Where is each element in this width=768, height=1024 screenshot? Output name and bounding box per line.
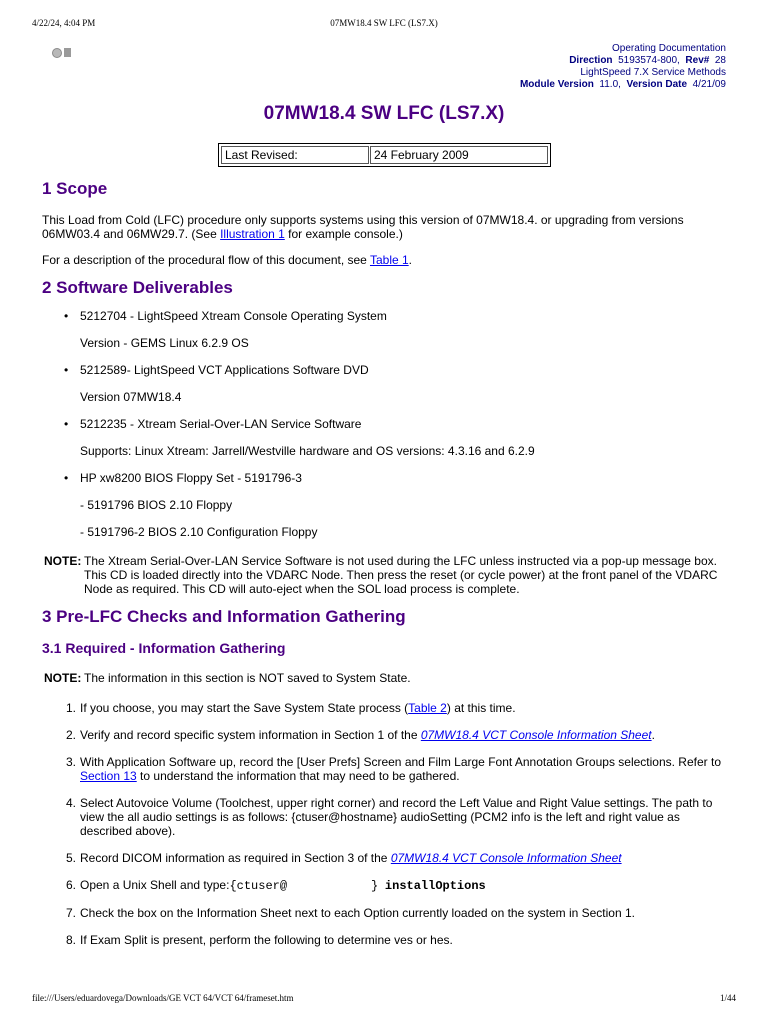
table-2-link[interactable]: Table 2 (408, 701, 447, 715)
shell-prompt: {ctuser@ (229, 879, 288, 893)
shell-command: installOptions (384, 879, 486, 893)
print-datetime: 4/22/24, 4:04 PM (32, 18, 96, 28)
list-item-detail: Version - GEMS Linux 6.2.9 OS (80, 336, 249, 350)
step-7: 7. Check the box on the Information Sheet next to each Option currently loaded on the system in Section 1. (66, 906, 635, 920)
revised-table (218, 143, 551, 167)
console-info-sheet-link[interactable]: 07MW18.4 VCT Console Information Sheet (390, 851, 622, 865)
revised-label: Last Revised: (221, 146, 369, 164)
section-prelfc-heading: 3 Pre-LFC Checks and Information Gathering (42, 607, 406, 626)
step-2: 2. Verify and record specific system information in Section 1 of the 07MW18.4 VCT Console Information Sheet. (66, 728, 655, 742)
scope-paragraph-1: This Load from Cold (LFC) procedure only supports systems using this version of 07MW18.4. or upgrading from versions 06MW03.4 and 06MW29.7. (See Illustration 1 for example console.) (42, 213, 684, 241)
subsection-info-gathering-heading: 3.1 Required - Information Gathering (42, 640, 286, 656)
list-item: • 5212235 - Xtream Serial-Over-LAN Service Software (42, 417, 732, 431)
doc-meta-direction: Direction 5193574-800, Rev# 28 (569, 55, 726, 66)
note-text: The Xtream Serial-Over-LAN Service Software is not used during the LFC unless instructed via a pop-up message box. This CD is loaded directly into the VDARC Node. Then press the reset (or cycle power) at the front panel of the VDARC Node as required. This CD will auto-eject when the SOL load process is complete. (84, 554, 718, 596)
step-6: 6. Open a Unix Shell and type:{ctuser@ } installOptions (66, 878, 486, 893)
info-gathering-steps (42, 701, 732, 947)
globe-icon[interactable] (52, 48, 62, 58)
bookmark-icon[interactable] (64, 48, 71, 57)
list-item: • HP xw8200 BIOS Floppy Set - 5191796-3 (42, 471, 732, 485)
document-body (42, 178, 732, 947)
note-text: The information in this section is NOT saved to System State. (84, 671, 411, 685)
list-item-detail: - 5191796-2 BIOS 2.10 Configuration Floppy (80, 525, 318, 539)
step-1: 1. If you choose, you may start the Save System State process (Table 2) at this time. (66, 701, 516, 715)
section-13-link[interactable]: Section 13 (80, 769, 137, 783)
print-header (0, 18, 768, 32)
list-item-detail: - 5191796 BIOS 2.10 Floppy (80, 498, 233, 512)
doc-meta-line3: LightSpeed 7.X Service Methods (580, 67, 726, 78)
deliverables-note (42, 554, 732, 596)
scope-paragraph-2: For a description of the procedural flow of this document, see Table 1. (42, 253, 413, 267)
deliverables-list (42, 309, 732, 539)
section-scope-heading: 1 Scope (42, 179, 108, 198)
toolbar-icons (52, 44, 71, 56)
section-deliverables-heading: 2 Software Deliverables (42, 278, 233, 297)
print-file-path: file:///Users/eduardovega/Downloads/GE VCT 64/VCT 64/frameset.htm (32, 993, 294, 1003)
doc-meta-version: Module Version 11.0, Version Date 4/21/09 (519, 79, 726, 90)
console-info-sheet-link[interactable]: 07MW18.4 VCT Console Information Sheet (420, 728, 652, 742)
list-item: • 5212589- LightSpeed VCT Applications Software DVD (42, 363, 732, 377)
doc-meta (520, 43, 726, 91)
page-title: 07MW18.4 SW LFC (LS7.X) (263, 103, 505, 124)
table-1-link[interactable]: Table 1 (369, 253, 409, 267)
doc-meta-line1: Operating Documentation (612, 43, 726, 54)
note-label: NOTE: (44, 671, 82, 685)
revised-value: 24 February 2009 (370, 146, 548, 164)
print-title: 07MW18.4 SW LFC (LS7.X) (330, 18, 438, 28)
print-page-number: 1/44 (719, 993, 736, 1003)
note-label: NOTE: (44, 554, 82, 568)
step-5: 5. Record DICOM information as required in Section 3 of the 07MW18.4 VCT Console Information Sheet (66, 851, 622, 865)
prelfc-note (42, 671, 732, 685)
step-4: 4. Select Autovoice Volume (Toolchest, upper right corner) and record the Left Value and Right Value settings. The path to view the all audio settings is as follows: {ctuser@hostname} audioSetting (PCM2 info is the left and right value as described above). (66, 796, 713, 838)
illustration-1-link[interactable]: Illustration 1 (220, 227, 285, 241)
list-item-detail: Version 07MW18.4 (80, 390, 182, 404)
list-item: • 5212704 - LightSpeed Xtream Console Operating System (42, 309, 732, 323)
list-item-detail: Supports: Linux Xtream: Jarrell/Westville hardware and OS versions: 4.3.16 and 6.2.9 (80, 444, 535, 458)
step-3: 3. With Application Software up, record the [User Prefs] Screen and Film Large Font Annotation Groups selections. Refer to Section 13 to understand the information that may need to be gathered. (66, 755, 721, 783)
step-8: 8. If Exam Split is present, perform the following to determine ves or hes. (66, 933, 453, 947)
print-footer (0, 993, 768, 1007)
